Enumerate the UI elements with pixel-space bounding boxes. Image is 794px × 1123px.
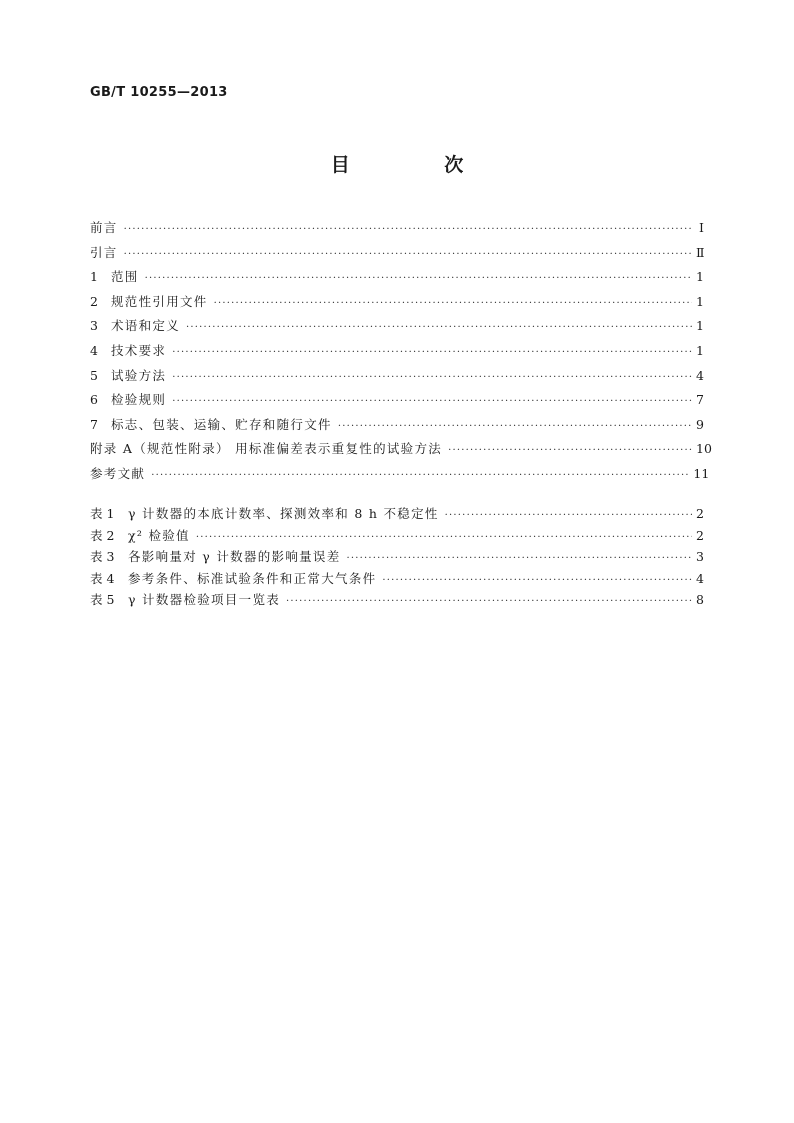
toc-table-label: 参考条件、标准试验条件和正常大气条件 [128,570,377,586]
toc-entry-test-methods[interactable] [90,364,704,389]
toc-table-page: 3 [696,549,704,565]
toc-table-label: 各影响量对 γ 计数器的影响量误差 [128,549,341,565]
leader-dots [196,527,692,549]
toc-entry-label: 规范性引用文件 [111,293,208,309]
toc-table-label: χ² 检验值 [128,527,190,543]
toc-entry-annex-a[interactable] [90,437,712,462]
toc-entry-page: Ⅱ [696,244,705,260]
toc-entry-label: 引言 [90,244,118,260]
toc-table-2[interactable] [90,525,704,547]
toc-entry-label: 附录 A（规范性附录） 用标准偏差表示重复性的试验方法 [90,441,443,457]
toc-table-number: 表 5 [90,592,115,608]
toc-entry-normative-references[interactable] [90,290,704,315]
leader-dots [214,292,692,317]
toc-table-number: 表 2 [90,527,115,543]
toc-entry-number: 5 [90,367,98,383]
toc-entry-number: 7 [90,416,98,432]
toc-entry-label: 术语和定义 [111,318,181,334]
toc-entry-label: 标志、包装、运输、贮存和随行文件 [111,416,332,432]
toc-table-page: 2 [696,506,704,521]
leader-dots [172,366,692,391]
toc-table-4[interactable] [90,568,704,590]
leader-dots [124,243,692,268]
leader-dots [448,439,692,464]
toc-entry-page: 1 [696,342,704,358]
toc-entry-introduction[interactable] [90,241,704,266]
leader-dots [286,591,692,613]
leader-dots [145,267,692,292]
toc-entry-page: 1 [696,293,704,309]
toc-entry-marking-packaging[interactable] [90,413,704,438]
leader-dots [186,316,692,341]
leader-dots [151,464,689,489]
toc-table-label: γ 计数器检验项目一览表 [128,592,281,608]
toc-entry-label: 检验规则 [111,392,167,408]
toc-entry-technical-requirements[interactable] [90,339,704,364]
toc-entry-label: 前言 [90,220,118,235]
toc-entry-page: 7 [696,392,704,408]
toc-table-page: 4 [696,570,704,586]
toc-entry-scope[interactable] [90,265,704,290]
standard-code: GB/T 10255—2013 [90,85,228,100]
toc-tables-list [90,503,704,611]
toc-table-number: 表 1 [90,506,115,521]
toc-table-3[interactable] [90,546,704,568]
toc-entry-page: 1 [696,269,704,285]
toc-table-1[interactable] [90,503,704,525]
toc-table-label: γ 计数器的本底计数率、探测效率和 8 h 不稳定性 [128,506,439,521]
toc-entry-label: 参考文献 [90,465,146,481]
leader-dots [124,218,692,243]
leader-dots [338,415,692,440]
toc-entry-number: 6 [90,392,98,408]
toc-entry-number: 2 [90,293,98,309]
toc-table-5[interactable] [90,589,704,611]
toc-entry-page: 1 [696,318,704,334]
toc-table-page: 8 [696,592,704,608]
toc-entry-foreword[interactable] [90,216,704,241]
toc-entry-number: 1 [90,269,98,285]
toc-main-list [90,216,712,487]
toc-entry-page: 9 [696,416,704,432]
leader-dots [382,570,692,592]
toc-entry-number: 3 [90,318,98,334]
leader-dots [172,390,692,415]
toc-entry-bibliography[interactable] [90,462,710,487]
toc-entry-page: Ⅰ [699,220,704,235]
leader-dots [347,548,692,570]
toc-entry-label: 试验方法 [111,367,167,383]
toc-entry-terms-definitions[interactable] [90,314,704,339]
toc-table-number: 表 3 [90,549,115,565]
toc-entry-page: 11 [693,465,710,481]
toc-entry-number: 4 [90,342,98,358]
page-title: 目 次 [330,154,508,176]
toc-entry-page: 10 [696,441,712,457]
toc-entry-page: 4 [696,367,704,383]
leader-dots [172,341,692,366]
toc-entry-inspection-rules[interactable] [90,388,704,413]
toc-table-number: 表 4 [90,570,115,586]
leader-dots [445,505,692,527]
toc-table-page: 2 [696,527,704,543]
toc-entry-label: 技术要求 [111,342,167,358]
toc-entry-label: 范围 [111,269,139,285]
